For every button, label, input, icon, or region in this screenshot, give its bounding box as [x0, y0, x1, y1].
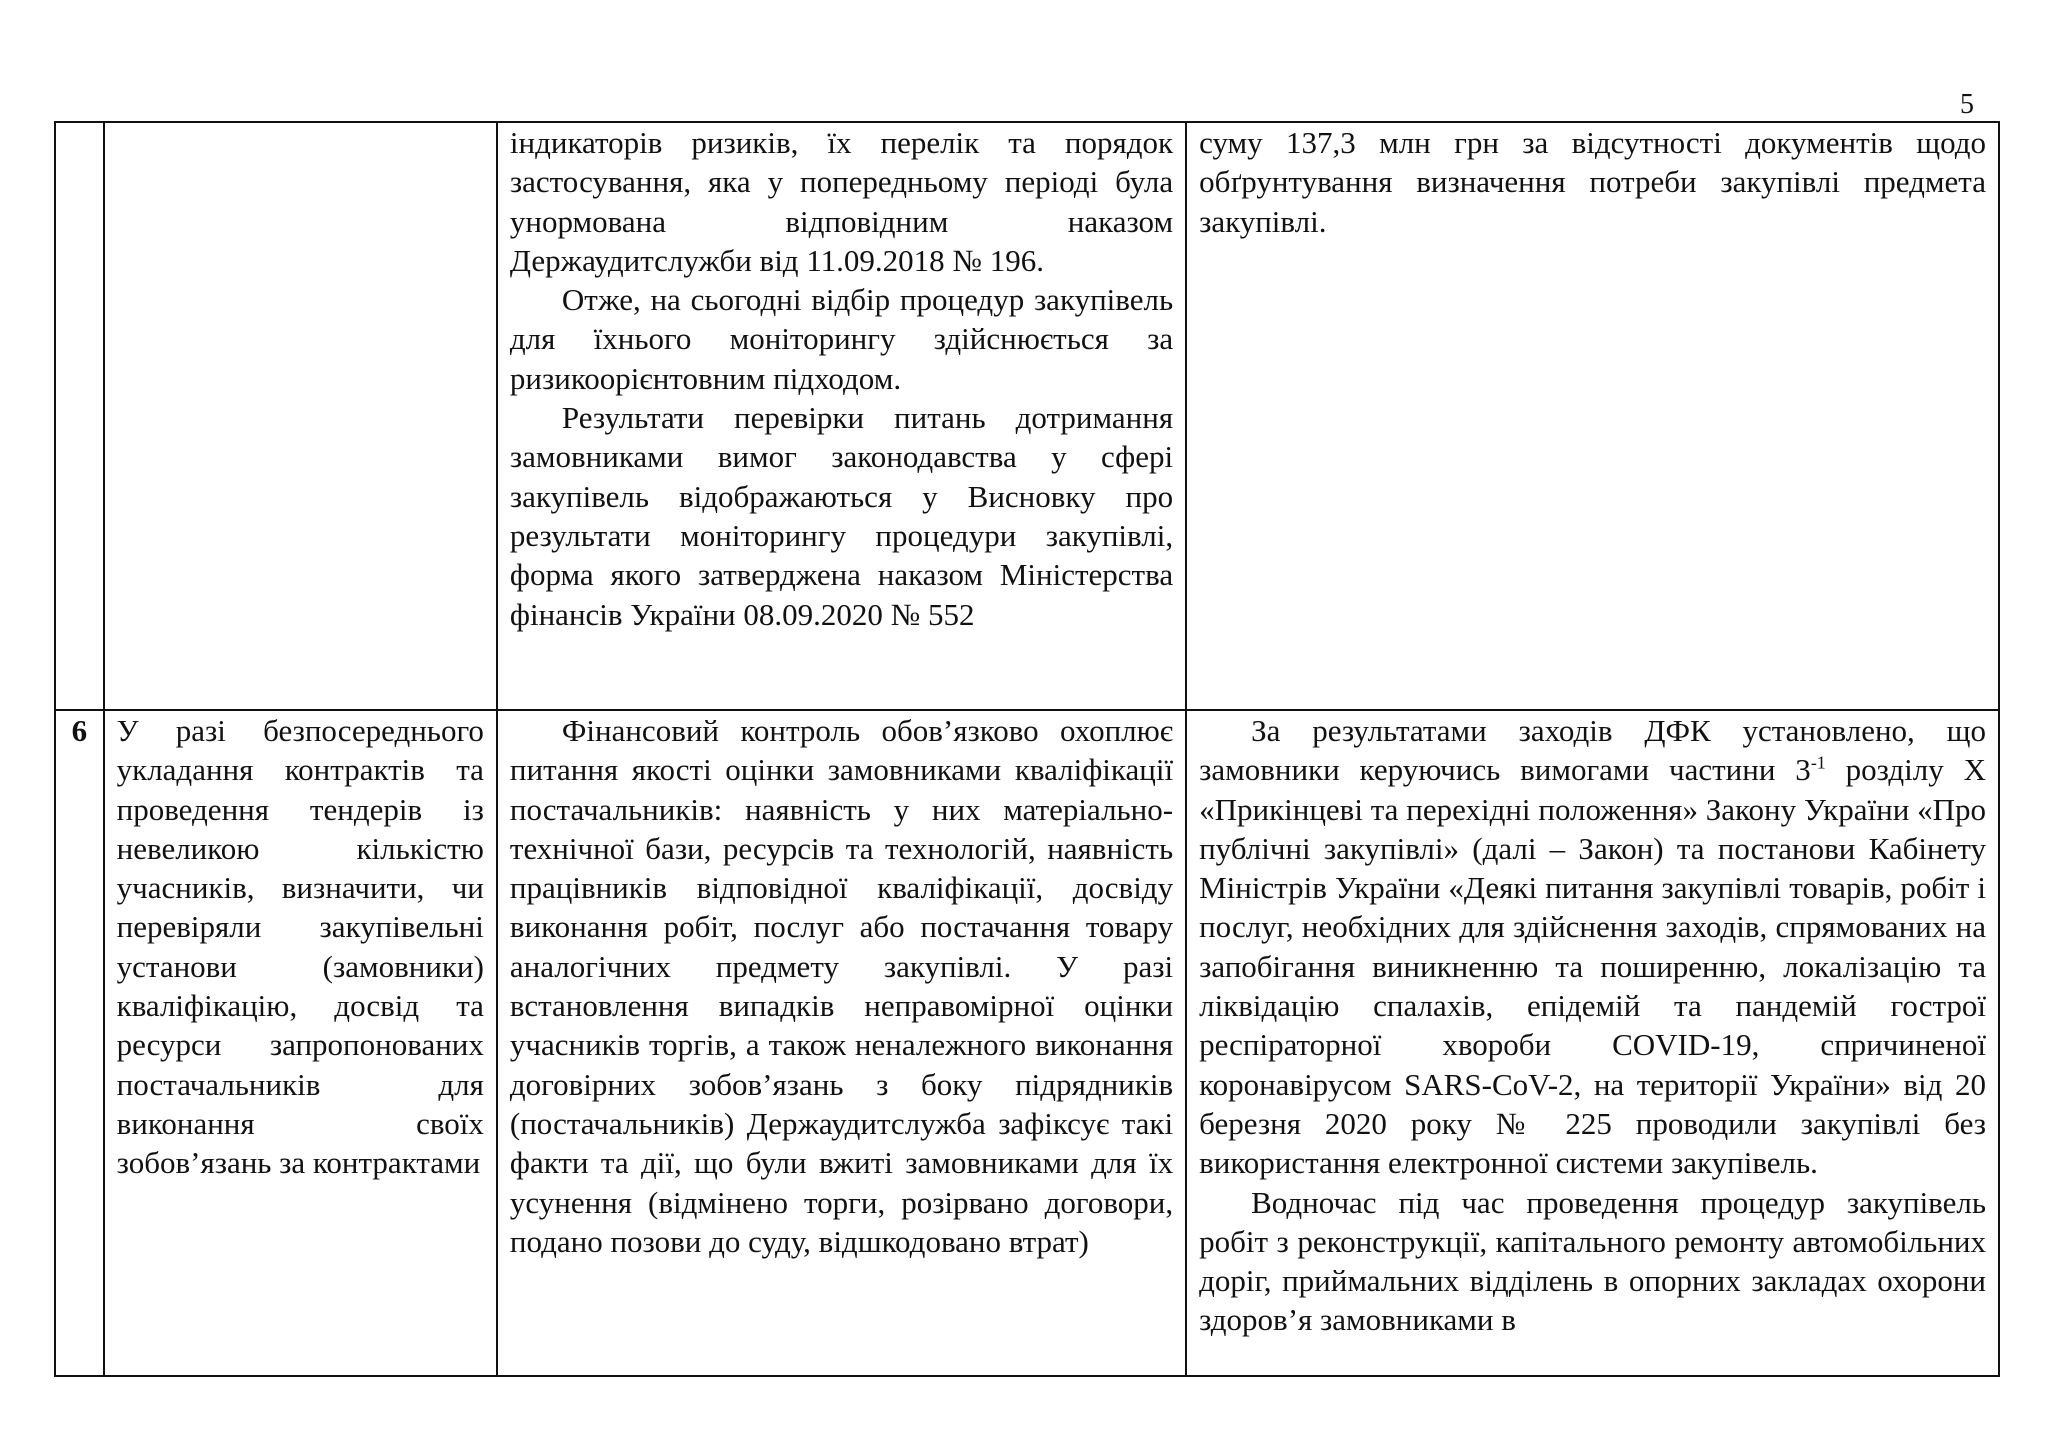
table-row	[55, 710, 1999, 1376]
paragraph: Водночас під час проведення процедур закупівель робіт з реконструкції, капітального ремонту автомобільних доріг, приймальних відділень в опорних закладах охорони здоров’я замовниками в	[1199, 1184, 1986, 1338]
findings-cell	[1186, 710, 1999, 1376]
paragraph: суму 137,3 млн грн за відсутності документів щодо обґрунтування визначення потреби закупівлі предмета закупівлі.	[1199, 125, 1986, 239]
question-cell	[104, 122, 497, 710]
answer-cell	[497, 710, 1186, 1376]
paragraph	[1199, 711, 1986, 1183]
text-run: За результатами заходів ДФК установлено, що замовники керуючись вимогами частини 3	[1199, 713, 1986, 788]
document-table	[54, 121, 2000, 1377]
paragraph: індикаторів ризиків, їх перелік та порядок застосування, яка у попередньому періоді була унормована відповідним наказом Держаудитслужби від 11.09.2018 № 196.	[509, 125, 1174, 278]
paragraph: Фінансовий контроль обов’язково охоплює питання якості оцінки замовниками кваліфікації постачальників: наявність у них матеріально-технічної бази, ресурсів та технологій, наявність працівників відповідної кваліфікації, досвіду виконання робіт, послуг або постачання товару аналогічних предмету закупівлі. У разі встановлення випадків неправомірної оцінки учасників торгів, а також неналежного виконання договірних зобов’язань з боку підрядників (постачальників) Держаудитслужба зафіксує такі факти та дії, що були вжиті замовниками для їх усунення (відмінено торги, розірвано договори, подано позови до суду, відшкодовано втрат)	[509, 713, 1174, 1259]
page-number: 5	[1960, 89, 1974, 120]
row-number-cell	[55, 122, 104, 710]
findings-cell	[1186, 122, 1999, 710]
question-cell: У разі безпосереднього укладання контрактів та проведення тендерів із невеликою кількістю учасників, визначити, чи перевіряли закупівельні установи (замовники) кваліфікацію, досвід та ресурси запропонованих постачальників для виконання своїх зобов’язань за контрактами	[104, 710, 497, 1376]
answer-cell	[497, 122, 1186, 710]
paragraph: Отже, на сьогодні відбір процедур закупівель для їхнього моніторингу здійснюється за ризикоорієнтовним підходом.	[509, 282, 1174, 396]
text-run: розділу X «Прикінцеві та перехідні положення» Закону України «Про публічні закупівлі» (далі – Закон) та постанови Кабінету Міністрів України «Деякі питання закупівлі товарів, робіт і послуг, необхідних для здійснення заходів, спрямованих на запобігання виникненню та поширенню, локалізацію та ліквідацію спалахів, епідемій та пандемій гострої респіраторної хвороби COVID-19, спричиненої коронавірусом SARS-CoV-2, на території України» від 20 березня 2020 року № 225 проводили закупівлі без використання електронної системи закупівель.	[1199, 752, 1986, 1181]
table-row	[55, 122, 1999, 710]
superscript: -1	[1810, 752, 1826, 773]
paragraph: Результати перевірки питань дотримання замовниками вимог законодавства у сфері закупівель відображаються у Висновку про результати моніторингу процедури закупівлі, форма якого затверджена наказом Міністерства фінансів України 08.09.2020 № 552	[509, 400, 1174, 632]
row-number-cell: 6	[55, 710, 104, 1376]
